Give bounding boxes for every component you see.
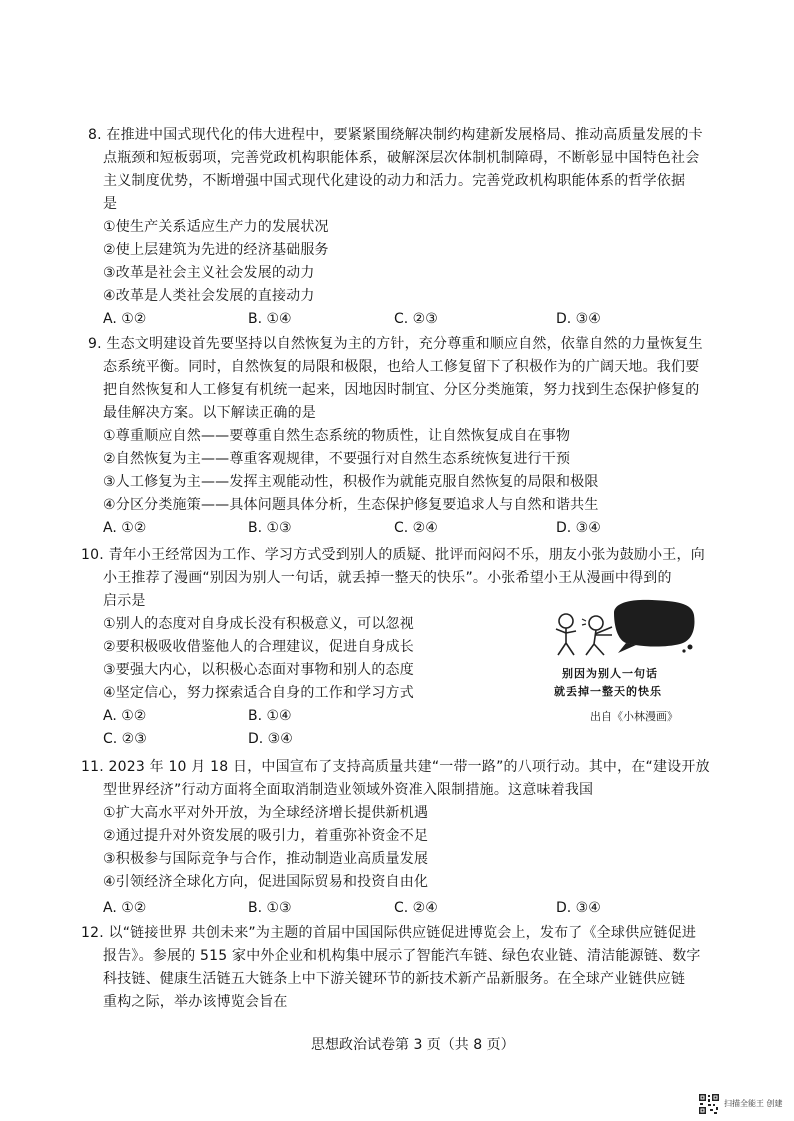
q11-stem-line: 型世界经济”行动方面将全面取消制造业领域外资准入限制措施。这意味着我国: [103, 782, 594, 798]
q8-option-d: D. ③④: [556, 311, 601, 327]
q8-statement: ②使上层建筑为先进的经济基础服务: [103, 242, 329, 258]
qr-code-icon: [698, 1093, 720, 1115]
q9-stem-line: 态系统平衡。同时，自然恢复的局限和极限，也给人工修复留下了积极作为的广阔天地。我们要: [103, 359, 700, 375]
q10-stem-line: 小王推荐了漫画“别因为别人一句话，就丢掉一整天的快乐”。小张希望小王从漫画中得到的: [103, 570, 672, 586]
q11-statement: ①扩大高水平对外开放，为全球经济增长提供新机遇: [103, 805, 429, 821]
q10-stem-line: 启示是: [103, 593, 146, 609]
q11-option-b: B. ①③: [248, 900, 292, 916]
q12-stem-line: 12. 以“链接世界 共创未来”为主题的首届中国国际供应链促进博览会上，发布了《全球供应链促进: [81, 925, 697, 941]
q9-option-d: D. ③④: [556, 520, 601, 536]
q8-stem-line: 主义制度优势，不断增强中国式现代化建设的动力和活力。完善党政机构职能体系的哲学依据: [103, 173, 686, 189]
q8-stem-line: 点瓶颈和短板弱项，完善党政机构职能体系，破解深层次体制机制障碍，不断彰显中国特色社会: [103, 150, 700, 166]
q10-stem-line: 10. 青年小王经常因为工作、学习方式受到别人的质疑、批评而闷闷不乐，朋友小张为鼓励小王，向: [81, 547, 705, 563]
cartoon-caption-line2: 就丢掉一整天的快乐: [554, 685, 662, 698]
q11-statement: ③积极参与国际竞争与合作，推动制造业高质量发展: [103, 851, 429, 867]
q11-statement: ②通过提升对外资发展的吸引力，着重弥补资金不足: [103, 828, 429, 844]
q9-statement: ④分区分类施策——具体问题具体分析，生态保护修复要追求人与自然和谐共生: [103, 497, 599, 513]
q10-option-d: D. ③④: [248, 731, 293, 747]
q9-statement: ②自然恢复为主——尊重客观规律，不要强行对自然生态系统恢复进行干预: [103, 451, 571, 467]
q9-statement: ①尊重顺应自然——要尊重自然生态系统的物质性，让自然恢复成自在事物: [103, 428, 571, 444]
q12-stem-line: 报告》。参展的 515 家中外企业和机构集中展示了智能汽车链、绿色农业链、清洁能源链、数字: [103, 948, 701, 964]
q10-statement: ③要强大内心，以积极心态面对事物和别人的态度: [103, 662, 414, 678]
q10-option-b: B. ①④: [248, 708, 292, 724]
q10-option-c: C. ②③: [103, 731, 147, 747]
scanner-stamp-text: 扫描全能王 创建: [724, 1099, 783, 1108]
page-footer: 思想政治试卷第 3 页（共 8 页）: [311, 1037, 515, 1053]
q11-statement: ④引领经济全球化方向，促进国际贸易和投资自由化: [103, 874, 429, 890]
cartoon-drawing: [552, 597, 722, 667]
q8-statement: ①使生产关系适应生产力的发展状况: [103, 219, 329, 235]
q9-option-c: C. ②④: [394, 520, 438, 536]
q10-statement: ①别人的态度对自身成长没有积极意义，可以忽视: [103, 616, 414, 632]
q9-statement: ③人工修复为主——发挥主观能动性，积极作为就能克服自然恢复的局限和极限: [103, 474, 599, 490]
q10-statement: ②要积极吸收借鉴他人的合理建议，促进自身成长: [103, 639, 414, 655]
q11-option-c: C. ②④: [394, 900, 438, 916]
q11-option-a: A. ①②: [103, 900, 147, 916]
q9-stem-line: 9. 生态文明建设首先要坚持以自然恢复为主的方针，充分尊重和顺应自然，依靠自然的力量恢复生: [88, 336, 703, 352]
q12-stem-line: 科技链、健康生活链五大链条上中下游关键环节的新技术新产品新服务。在全球产业链供应链: [103, 971, 686, 987]
cartoon-source: 出自《小林漫画》: [590, 710, 678, 723]
cartoon-caption-line1: 别因为别人一句话: [562, 667, 658, 680]
cartoon-illustration: [552, 597, 722, 729]
q9-stem-line: 把自然恢复和人工修复有机统一起来，因地因时制宜、分区分类施策，努力找到生态保护修复的: [103, 382, 700, 398]
q8-stem-line: 是: [103, 196, 118, 212]
q8-statement: ③改革是社会主义社会发展的动力: [103, 265, 315, 281]
q9-option-b: B. ①③: [248, 520, 292, 536]
q8-option-c: C. ②③: [394, 311, 438, 327]
q12-stem-line: 重构之际，举办该博览会旨在: [103, 994, 288, 1010]
q11-option-d: D. ③④: [556, 900, 601, 916]
q11-stem-line: 11. 2023 年 10 月 18 日，中国宣布了支持高质量共建“一带一路”的八项行动。其中，在“建设开放: [81, 759, 710, 775]
q10-statement: ④坚定信心，努力探索适合自身的工作和学习方式: [103, 685, 414, 701]
q9-option-a: A. ①②: [103, 520, 147, 536]
q9-stem-line: 最佳解决方案。以下解读正确的是: [103, 405, 316, 421]
q10-option-a: A. ①②: [103, 708, 147, 724]
q8-option-b: B. ①④: [248, 311, 292, 327]
q8-stem-line: 8. 在推进中国式现代化的伟大进程中，要紧紧围绕解决制约构建新发展格局、推动高质量发展的卡: [88, 127, 703, 143]
q8-option-a: A. ①②: [103, 311, 147, 327]
q8-statement: ④改革是人类社会发展的直接动力: [103, 288, 315, 304]
